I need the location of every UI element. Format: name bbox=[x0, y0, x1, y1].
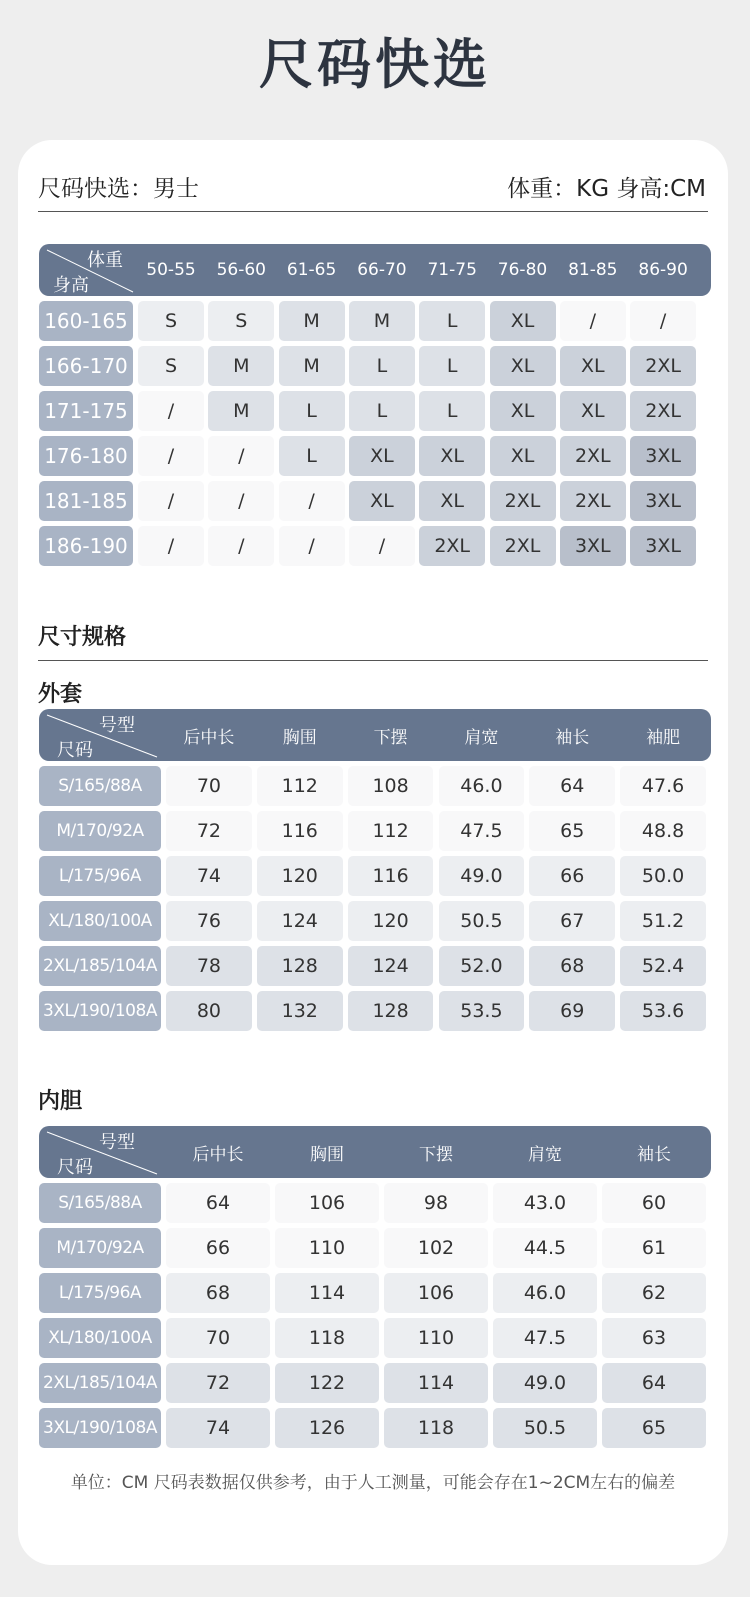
measurement-cell: 52.4 bbox=[620, 946, 706, 986]
size-label: 3XL/190/108A bbox=[39, 991, 161, 1031]
measurement-cell: 128 bbox=[257, 946, 343, 986]
size-label: M/170/92A bbox=[39, 811, 161, 851]
corner-bottom-label: 尺码 bbox=[57, 1157, 93, 1178]
size-cell: 3XL bbox=[630, 481, 696, 521]
size-cell: M bbox=[279, 346, 345, 386]
weight-header: 50-55 bbox=[146, 260, 196, 280]
jacket-title: 外套 bbox=[38, 682, 83, 707]
column-header: 袖肥 bbox=[646, 727, 681, 748]
measurement-cell: 64 bbox=[602, 1363, 706, 1403]
measurement-cell: 124 bbox=[257, 901, 343, 941]
size-chart-card bbox=[18, 140, 728, 1565]
corner-top-label: 号型 bbox=[99, 715, 135, 736]
height-range-label: 160-165 bbox=[39, 301, 133, 341]
measurement-cell: 112 bbox=[348, 811, 434, 851]
height-range-label: 186-190 bbox=[39, 526, 133, 566]
size-cell: / bbox=[138, 436, 204, 476]
measurement-cell: 124 bbox=[348, 946, 434, 986]
size-cell: / bbox=[279, 526, 345, 566]
measurement-cell: 116 bbox=[348, 856, 434, 896]
size-cell: M bbox=[208, 391, 274, 431]
measurement-cell: 114 bbox=[384, 1363, 488, 1403]
size-cell: 2XL bbox=[419, 526, 485, 566]
measurement-cell: 43.0 bbox=[493, 1183, 597, 1223]
measurement-cell: 110 bbox=[384, 1318, 488, 1358]
measurement-cell: 50.5 bbox=[493, 1408, 597, 1448]
size-cell: XL bbox=[490, 301, 556, 341]
page-title: 尺码快选 bbox=[259, 33, 491, 96]
measurement-cell: 49.0 bbox=[439, 856, 525, 896]
weight-header: 86-90 bbox=[638, 260, 688, 280]
size-cell: 3XL bbox=[630, 436, 696, 476]
measurement-cell: 47.6 bbox=[620, 766, 706, 806]
quick-select-table bbox=[39, 244, 711, 568]
size-label: 2XL/185/104A bbox=[39, 946, 161, 986]
size-cell: S bbox=[208, 301, 274, 341]
measurement-cell: 122 bbox=[275, 1363, 379, 1403]
size-cell: / bbox=[208, 526, 274, 566]
height-range-label: 181-185 bbox=[39, 481, 133, 521]
measurement-cell: 114 bbox=[275, 1273, 379, 1313]
size-label: XL/180/100A bbox=[39, 901, 161, 941]
measurement-cell: 120 bbox=[348, 901, 434, 941]
size-cell: L bbox=[419, 391, 485, 431]
jacket-header-row bbox=[39, 709, 711, 761]
measurement-cell: 67 bbox=[529, 901, 615, 941]
size-cell: 3XL bbox=[630, 526, 696, 566]
column-header: 后中长 bbox=[192, 1144, 244, 1165]
size-cell: 2XL bbox=[560, 436, 626, 476]
size-cell: S bbox=[138, 301, 204, 341]
weight-header: 66-70 bbox=[357, 260, 407, 280]
measurement-cell: 74 bbox=[166, 1408, 270, 1448]
divider bbox=[38, 211, 708, 212]
liner-title: 内胆 bbox=[38, 1089, 83, 1114]
size-cell: L bbox=[349, 346, 415, 386]
footnote: 单位：CM 尺码表数据仅供参考，由于人工测量，可能会存在1~2CM左右的偏差 bbox=[70, 1473, 676, 1493]
size-cell: L bbox=[279, 391, 345, 431]
measurement-cell: 80 bbox=[166, 991, 252, 1031]
measurement-cell: 74 bbox=[166, 856, 252, 896]
measurement-cell: 70 bbox=[166, 1318, 270, 1358]
measurement-cell: 65 bbox=[529, 811, 615, 851]
header-corner bbox=[39, 1126, 161, 1178]
measurement-cell: 65 bbox=[602, 1408, 706, 1448]
size-label: 3XL/190/108A bbox=[39, 1408, 161, 1448]
measurement-cell: 126 bbox=[275, 1408, 379, 1448]
measurement-cell: 53.5 bbox=[439, 991, 525, 1031]
jacket-size-table bbox=[39, 709, 711, 1033]
measurement-cell: 68 bbox=[529, 946, 615, 986]
size-cell: 3XL bbox=[560, 526, 626, 566]
column-header: 胸围 bbox=[282, 727, 317, 748]
measurement-cell: 128 bbox=[348, 991, 434, 1031]
spec-section-title: 尺寸规格 bbox=[38, 625, 127, 650]
size-cell: 2XL bbox=[630, 391, 696, 431]
measurement-cell: 47.5 bbox=[439, 811, 525, 851]
weight-header: 76-80 bbox=[497, 260, 548, 280]
column-header: 后中长 bbox=[183, 727, 235, 748]
corner-bottom-label: 身高 bbox=[53, 275, 89, 296]
size-cell: 2XL bbox=[490, 526, 556, 566]
size-cell: L bbox=[349, 391, 415, 431]
size-cell: M bbox=[208, 346, 274, 386]
measurement-cell: 66 bbox=[529, 856, 615, 896]
size-cell: XL bbox=[490, 346, 556, 386]
size-label: L/175/96A bbox=[39, 856, 161, 896]
height-range-label: 176-180 bbox=[39, 436, 133, 476]
measurement-cell: 69 bbox=[529, 991, 615, 1031]
size-cell: / bbox=[138, 481, 204, 521]
size-cell: 2XL bbox=[630, 346, 696, 386]
measurement-cell: 118 bbox=[275, 1318, 379, 1358]
measurement-cell: 51.2 bbox=[620, 901, 706, 941]
quick-select-header bbox=[38, 170, 706, 202]
weight-header: 56-60 bbox=[216, 260, 266, 280]
measurement-cell: 52.0 bbox=[439, 946, 525, 986]
liner-size-table bbox=[39, 1126, 711, 1450]
corner-bottom-label: 尺码 bbox=[57, 740, 93, 761]
size-cell: 2XL bbox=[490, 481, 556, 521]
measurement-cell: 106 bbox=[275, 1183, 379, 1223]
measurement-cell: 118 bbox=[384, 1408, 488, 1448]
column-header: 胸围 bbox=[310, 1144, 344, 1165]
measurement-cell: 50.5 bbox=[439, 901, 525, 941]
size-cell: / bbox=[208, 481, 274, 521]
size-label: S/165/88A bbox=[39, 766, 161, 806]
measurement-cell: 53.6 bbox=[620, 991, 706, 1031]
size-label: L/175/96A bbox=[39, 1273, 161, 1313]
height-range-label: 166-170 bbox=[39, 346, 133, 386]
measurement-cell: 106 bbox=[384, 1273, 488, 1313]
header-corner bbox=[39, 709, 161, 761]
divider bbox=[38, 660, 708, 661]
column-header: 下摆 bbox=[419, 1144, 453, 1165]
column-header: 肩宽 bbox=[528, 1144, 562, 1165]
measurement-cell: 62 bbox=[602, 1273, 706, 1313]
size-cell: / bbox=[560, 301, 626, 341]
measurement-cell: 76 bbox=[166, 901, 252, 941]
quick-select-label: 尺码快选：男士 bbox=[38, 176, 199, 202]
weight-header: 71-75 bbox=[427, 260, 477, 280]
header-corner bbox=[39, 244, 137, 296]
size-cell: / bbox=[279, 481, 345, 521]
measurement-cell: 47.5 bbox=[493, 1318, 597, 1358]
size-cell: L bbox=[419, 301, 485, 341]
size-cell: XL bbox=[419, 481, 485, 521]
size-label: XL/180/100A bbox=[39, 1318, 161, 1358]
measurement-cell: 72 bbox=[166, 1363, 270, 1403]
measurement-cell: 68 bbox=[166, 1273, 270, 1313]
size-label: M/170/92A bbox=[39, 1228, 161, 1268]
measurement-cell: 60 bbox=[602, 1183, 706, 1223]
measurement-cell: 72 bbox=[166, 811, 252, 851]
measurement-cell: 61 bbox=[602, 1228, 706, 1268]
measurement-cell: 116 bbox=[257, 811, 343, 851]
column-header: 肩宽 bbox=[464, 727, 499, 748]
measurement-cell: 50.0 bbox=[620, 856, 706, 896]
liner-header-row bbox=[39, 1126, 711, 1178]
measurement-cell: 110 bbox=[275, 1228, 379, 1268]
height-range-label: 171-175 bbox=[39, 391, 133, 431]
column-header: 袖长 bbox=[637, 1144, 671, 1165]
measurement-cell: 120 bbox=[257, 856, 343, 896]
measurement-cell: 132 bbox=[257, 991, 343, 1031]
column-header: 袖长 bbox=[555, 727, 590, 748]
unit-label: 体重：KG 身高:CM bbox=[507, 176, 706, 202]
measurement-cell: 112 bbox=[257, 766, 343, 806]
size-cell: / bbox=[208, 436, 274, 476]
column-header: 下摆 bbox=[373, 727, 408, 748]
size-cell: / bbox=[138, 526, 204, 566]
measurement-cell: 78 bbox=[166, 946, 252, 986]
measurement-cell: 98 bbox=[384, 1183, 488, 1223]
size-label: S/165/88A bbox=[39, 1183, 161, 1223]
size-cell: XL bbox=[560, 346, 626, 386]
measurement-cell: 66 bbox=[166, 1228, 270, 1268]
measurement-cell: 108 bbox=[348, 766, 434, 806]
size-cell: 2XL bbox=[560, 481, 626, 521]
size-cell: L bbox=[279, 436, 345, 476]
measurement-cell: 64 bbox=[166, 1183, 270, 1223]
size-cell: M bbox=[349, 301, 415, 341]
measurement-cell: 48.8 bbox=[620, 811, 706, 851]
measurement-cell: 49.0 bbox=[493, 1363, 597, 1403]
measurement-cell: 64 bbox=[529, 766, 615, 806]
size-cell: XL bbox=[490, 391, 556, 431]
size-label: 2XL/185/104A bbox=[39, 1363, 161, 1403]
quick-header-row bbox=[39, 244, 711, 296]
measurement-cell: 46.0 bbox=[439, 766, 525, 806]
measurement-cell: 44.5 bbox=[493, 1228, 597, 1268]
size-cell: / bbox=[630, 301, 696, 341]
measurement-cell: 102 bbox=[384, 1228, 488, 1268]
measurement-cell: 70 bbox=[166, 766, 252, 806]
size-cell: S bbox=[138, 346, 204, 386]
size-cell: XL bbox=[349, 436, 415, 476]
measurement-cell: 63 bbox=[602, 1318, 706, 1358]
size-cell: / bbox=[138, 391, 204, 431]
size-cell: XL bbox=[349, 481, 415, 521]
size-cell: XL bbox=[560, 391, 626, 431]
size-cell: / bbox=[349, 526, 415, 566]
weight-header: 81-85 bbox=[568, 260, 618, 280]
size-cell: XL bbox=[490, 436, 556, 476]
size-cell: L bbox=[419, 346, 485, 386]
corner-top-label: 号型 bbox=[99, 1132, 135, 1153]
corner-top-label: 体重 bbox=[87, 250, 123, 271]
measurement-cell: 46.0 bbox=[493, 1273, 597, 1313]
size-cell: XL bbox=[419, 436, 485, 476]
size-cell: M bbox=[279, 301, 345, 341]
weight-header: 61-65 bbox=[286, 260, 337, 280]
